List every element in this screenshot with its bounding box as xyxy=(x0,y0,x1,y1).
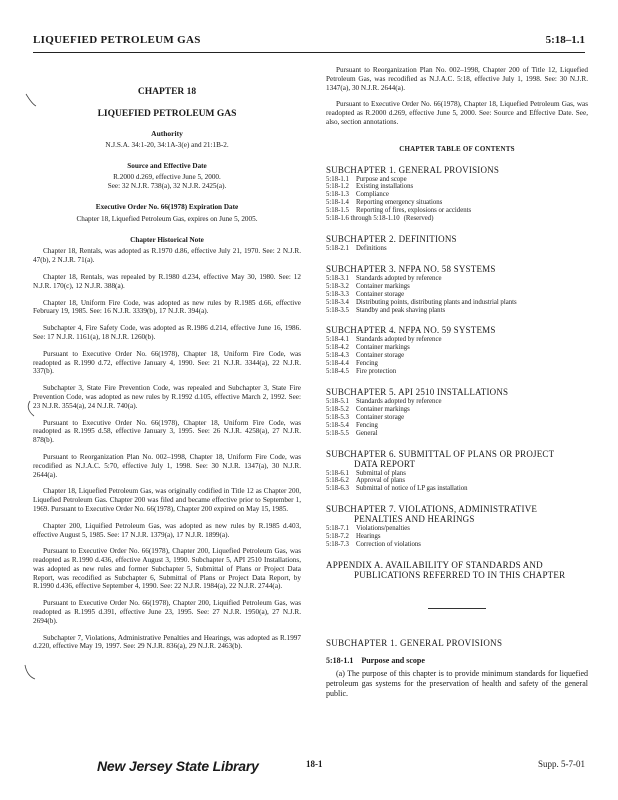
history-paragraph: Pursuant to Executive Order No. 66(1978), Chapter 200, Liquefied Petroleum Gas, was readopted as R.1990 d.436, effective August 3, 1990. Subchapter 5, API 2510 Installations, was adopted as new rules and former Subchapter 5, Submittal of Plans or Project Data Report, was recodified as Subchapter 6, Submittal of Plans or Project Data Report, by R.1990 d.436, effective September 4, 1990. See: 22 N.J.R. 1984(a), 22 N.J.R. 2744(a). xyxy=(33,547,301,591)
toc-entry-title: Submittal of plans xyxy=(356,469,406,477)
toc-entry-number: 5:18-7.1 xyxy=(326,525,349,533)
toc-entry[interactable] xyxy=(326,299,588,307)
source-line: R.2000 d.269, effective June 5, 2000. xyxy=(113,173,221,182)
toc-entry[interactable] xyxy=(326,207,588,215)
toc-entry[interactable] xyxy=(326,422,588,430)
toc-entry[interactable] xyxy=(326,283,588,291)
history-paragraph: Chapter 18, Rentals, was repealed by R.1980 d.234, effective May 30, 1980. See: 12 N.J.R. 170(c), 12 N.J.R. 388(a). xyxy=(33,272,301,290)
toc-entry-title: Standards adopted by reference xyxy=(356,336,442,344)
body-subchapter-heading: SUBCHAPTER 1. GENERAL PROVISIONS xyxy=(326,637,503,648)
toc-entry-title: Container storage xyxy=(356,352,405,360)
toc-entry-number: 5:18-4.4 xyxy=(326,360,349,368)
toc-entry-number: 5:18-3.3 xyxy=(326,290,349,298)
toc-entry-number: 5:18-6.2 xyxy=(326,477,349,485)
toc-entry[interactable] xyxy=(326,398,588,406)
toc-entry[interactable] xyxy=(326,430,588,438)
toc-entry-number: 5:18-4.2 xyxy=(326,344,349,352)
expiration-heading: Executive Order No. 66(1978) Expiration Date xyxy=(95,202,239,211)
header-rule xyxy=(33,52,585,53)
toc-entry-title: Container markings xyxy=(356,405,410,413)
toc-subchapter-heading[interactable] xyxy=(326,234,588,244)
toc-subchapter-title: SUBCHAPTER 7. VIOLATIONS, ADMINISTRATIVE xyxy=(326,504,538,515)
history-paragraph: Pursuant to Executive Order No. 66(1978), Chapter 18, Uniform Fire Code, was readopted as R.1990 d.72, effective January 4, 1990. See: 21 N.J.R. 3344(a), 22 N.J.R. 337(b). xyxy=(33,349,301,376)
left-column xyxy=(33,86,301,651)
appendix-title-cont: PUBLICATIONS REFERRED TO IN THIS CHAPTER xyxy=(354,569,566,580)
history-paragraph: Pursuant to Executive Order No. 66(1978), Chapter 18, Uniform Fire Code, was readopted as R.1995 d.58, effective January 3, 1995. See: 26 N.J.R. 4258(a), 27 N.J.R. 878(b). xyxy=(33,418,301,445)
toc-subchapter-title-cont: PENALTIES AND HEARINGS xyxy=(354,514,475,525)
toc-entry[interactable] xyxy=(326,291,588,299)
history-paragraph: Subchapter 4, Fire Safety Code, was adopted as R.1986 d.214, effective June 16, 1986. See: 17 N.J.R. 1161(a), 18 N.J.R. 1260(b). xyxy=(33,324,301,341)
chapter-title: CHAPTER 18 xyxy=(137,87,197,97)
toc-entry-number: 5:18-7.3 xyxy=(326,541,349,549)
header-chapter-name: LIQUEFIED PETROLEUM GAS xyxy=(33,34,201,46)
toc-entry-title: Container markings xyxy=(356,282,410,290)
toc-entry-number: 5:18-5.1 xyxy=(326,397,349,405)
history-paragraph: Subchapter 7, Violations, Administrative Penalties and Hearings, was adopted as R.1997 d.220, effective May 19, 1997. See: 29 N.J.R. 836(a), 29 N.J.R. 2463(b). xyxy=(33,633,301,651)
toc-subchapter-title: SUBCHAPTER 2. DEFINITIONS xyxy=(326,234,457,245)
toc-entry[interactable] xyxy=(326,406,588,414)
toc-entry-number: 5:18-5.2 xyxy=(326,405,349,413)
running-header xyxy=(33,34,585,50)
toc-subchapter-title: SUBCHAPTER 1. GENERAL PROVISIONS xyxy=(326,164,500,175)
toc-entry-title: Submittal of notice of LP gas installation xyxy=(356,485,468,493)
toc-entry[interactable] xyxy=(326,485,588,493)
toc-entry-title: General xyxy=(356,429,378,437)
toc-entry-number: 5:18-4.1 xyxy=(326,336,349,344)
history-paragraph: Pursuant to Executive Order No. 66(1978), Chapter 18, Liquefied Petroleum Gas, was readopted as R.2000 d.269, effective June 5, 2000. See: Source and Effective Date. See, also, section annotations. xyxy=(326,100,588,126)
history-paragraph: Chapter 18, Rentals, was adopted as R.1970 d.86, effective July 21, 1970. See: 2 N.J.R. 47(b), 2 N.J.R. 71(a). xyxy=(33,247,301,265)
toc-entry-number: 5:18-1.6 through 5:18-1.10 xyxy=(326,215,400,223)
toc-subchapter-title: SUBCHAPTER 3. NFPA NO. 58 SYSTEMS xyxy=(326,263,496,274)
toc-entry-title: Container storage xyxy=(356,413,405,421)
toc-subchapter-title: SUBCHAPTER 6. SUBMITTAL OF PLANS OR PROJECT xyxy=(326,448,555,459)
toc-entry[interactable] xyxy=(326,352,588,360)
table-of-contents xyxy=(326,165,588,549)
right-column xyxy=(326,66,588,699)
toc-entry-number: 5:18-5.4 xyxy=(326,421,349,429)
toc-entry[interactable] xyxy=(326,470,588,478)
appendix-title: APPENDIX A. AVAILABILITY OF STANDARDS AND xyxy=(326,559,543,570)
source-heading: Source and Effective Date xyxy=(127,161,207,170)
toc-entry[interactable] xyxy=(326,477,588,485)
toc-entry-number: 5:18-1.1 xyxy=(326,175,349,183)
toc-entry[interactable] xyxy=(326,368,588,376)
toc-entry-title: Violations/penalties xyxy=(356,525,410,533)
chapter-name: LIQUEFIED PETROLEUM GAS xyxy=(97,109,237,119)
toc-entry-number: 5:18-5.5 xyxy=(326,429,349,437)
toc-entry-title: Correction of violations xyxy=(356,541,421,549)
toc-entry-title: Approval of plans xyxy=(356,477,406,485)
toc-entry[interactable] xyxy=(326,275,588,283)
toc-entry-number: 5:18-4.3 xyxy=(326,352,349,360)
section-divider xyxy=(428,608,486,609)
toc-entry-title: Container storage xyxy=(356,290,405,298)
margin-mark-icon xyxy=(22,664,36,682)
supplement-date: Supp. 5-7-01 xyxy=(538,759,585,769)
authority-text: N.J.S.A. 34:1-20, 34:1A-3(e) and 21:1B-2. xyxy=(105,140,229,149)
toc-subchapter-title: SUBCHAPTER 4. NFPA NO. 59 SYSTEMS xyxy=(326,325,496,336)
toc-entry[interactable] xyxy=(326,344,588,352)
toc-subchapter-heading[interactable] xyxy=(326,325,588,335)
page-number: 18-1 xyxy=(306,759,323,769)
toc-entry[interactable] xyxy=(326,199,588,207)
toc-entry-title: Compliance xyxy=(356,191,389,199)
toc-entry[interactable] xyxy=(326,414,588,422)
toc-entry-title: Container markings xyxy=(356,344,410,352)
toc-entry[interactable] xyxy=(326,215,588,223)
history-paragraph: Chapter 18, Liquefied Petroleum Gas, was originally codified in Title 12 as Chapter 200, Liquefied Petroleum Gas. Chapter 200 was filed and became effective prior to September 1, 1969. Pursuant to Executive Order No. 66(1978), Chapter 200 expired on May 15, 1985. xyxy=(33,487,301,513)
section-title: Purpose and scope xyxy=(361,655,425,665)
toc-entry[interactable] xyxy=(326,533,588,541)
toc-entry-number: 5:18-1.3 xyxy=(326,191,349,199)
toc-entry-title: Fencing xyxy=(356,421,378,429)
toc-entry-title: Fencing xyxy=(356,360,378,368)
toc-entry-title: Purpose and scope xyxy=(356,175,407,183)
toc-entry-title: Distributing points, distributing plants and industrial plants xyxy=(356,298,517,306)
toc-entry-title: Fire protection xyxy=(356,368,397,376)
toc-entry-title: Reporting of fires, explosions or accidents xyxy=(356,207,472,215)
history-paragraph: Chapter 18, Uniform Fire Code, was adopted as new rules by R.1985 d.66, effective February 19, 1985. See: 16 N.J.R. 3339(b), 17 N.J.R. 394(a). xyxy=(33,298,301,316)
toc-entry-title: Reporting emergency situations xyxy=(356,199,443,207)
toc-entry-number: 5:18-3.4 xyxy=(326,298,349,306)
toc-subchapter-heading[interactable] xyxy=(326,387,588,397)
toc-entry[interactable] xyxy=(326,245,588,253)
toc-entry-title: Existing installations xyxy=(356,183,414,191)
appendix-heading xyxy=(326,560,588,580)
history-paragraph: Pursuant to Executive Order No. 66(1978), Chapter 200, Liquified Petroleum Gas, was readopted as R.1995 d.391, effective June 23, 1995. See: 27 N.J.R. 1950(a), 27 N.J.R. 2694(b). xyxy=(33,599,301,625)
toc-entry[interactable] xyxy=(326,183,588,191)
toc-subchapter-heading[interactable] xyxy=(326,264,588,274)
toc-heading: CHAPTER TABLE OF CONTENTS xyxy=(399,144,515,153)
toc-subchapter-title: SUBCHAPTER 5. API 2510 INSTALLATIONS xyxy=(326,386,509,397)
toc-entry-title: Standards adopted by reference xyxy=(356,274,442,282)
toc-entry-number: 5:18-1.2 xyxy=(326,183,349,191)
toc-subchapter-title-cont: DATA REPORT xyxy=(354,458,416,469)
toc-subchapter-heading[interactable] xyxy=(326,504,588,524)
toc-entry-number: 5:18-7.2 xyxy=(326,533,349,541)
toc-entry-number: 5:18-3.5 xyxy=(326,306,349,314)
toc-entry-title: Standby and peak shaving plants xyxy=(356,306,446,314)
authority-heading: Authority xyxy=(151,129,183,138)
library-watermark: New Jersey State Library xyxy=(97,758,259,774)
toc-entry[interactable] xyxy=(326,176,588,184)
toc-entry-title: Hearings xyxy=(356,533,381,541)
history-heading: Chapter Historical Note xyxy=(130,235,204,244)
toc-entry-number: 5:18-1.4 xyxy=(326,199,349,207)
history-paragraph: Pursuant to Reorganization Plan No. 002–1998, Chapter 200 of Title 12, Liquefied Petroleum Gas, was recodified as N.J.A.C. 5:18, effective July 1, 1998. See: 30 N.J.R. 1347(a), 30 N.J.R. 2644(a). xyxy=(326,66,588,92)
toc-entry-number: 5:18-3.1 xyxy=(326,274,349,282)
expiration-text: Chapter 18, Liquefied Petroleum Gas, expires on June 5, 2005. xyxy=(76,214,258,223)
toc-subchapter-heading[interactable] xyxy=(326,449,588,469)
toc-entry[interactable] xyxy=(326,336,588,344)
toc-entry[interactable] xyxy=(326,191,588,199)
toc-entry-number: 5:18-6.1 xyxy=(326,469,349,477)
section-text: (a) The purpose of this chapter is to provide minimum standards for liquefied petroleum gas systems for the preservation of health and safety of the general public. xyxy=(326,668,588,698)
toc-entry-number: 5:18-3.2 xyxy=(326,282,349,290)
toc-entry-number: 5:18-2.1 xyxy=(326,245,349,253)
toc-subchapter-heading[interactable] xyxy=(326,165,588,175)
toc-entry-number: 5:18-1.5 xyxy=(326,207,349,215)
toc-entry-number: 5:18-4.5 xyxy=(326,368,349,376)
source-line: See: 32 N.J.R. 738(a), 32 N.J.R. 2425(a). xyxy=(107,182,227,191)
toc-entry-title: (Reserved) xyxy=(403,215,434,223)
toc-entry-title: Definitions xyxy=(356,245,387,253)
history-paragraph: Subchapter 3, State Fire Prevention Code, was repealed and Subchapter 3, State Fire Prevention Code, was adopted as new rules by R.1992 d.105, effective March 2, 1992. See: 23 N.J.R. 3554(a), 24 N.J.R. 740(a). xyxy=(33,384,301,410)
toc-entry-number: 5:18-6.3 xyxy=(326,485,349,493)
toc-entry[interactable] xyxy=(326,360,588,368)
toc-entry[interactable] xyxy=(326,525,588,533)
history-notes xyxy=(33,247,301,651)
section-heading xyxy=(326,657,588,666)
history-paragraph: Chapter 200, Liquified Petroleum Gas, was adopted as new rules by R.1985 d.403, effective August 5, 1985. See: 17 N.J.R. 1379(a), 17 N.J.R. 1899(a). xyxy=(33,521,301,539)
header-section-number: 5:18–1.1 xyxy=(545,34,585,46)
section-number: 5:18-1.1 xyxy=(326,655,354,665)
toc-entry[interactable] xyxy=(326,541,588,549)
history-paragraph: Pursuant to Reorganization Plan No. 002–1998, Chapter 18, Uniform Fire Code, was recodified as N.J.A.C. 5:70, effective July 1, 1998. See: 30 N.J.R. 1347(a), 30 N.J.R. 2644(a). xyxy=(33,452,301,479)
toc-entry[interactable] xyxy=(326,307,588,315)
toc-entry-title: Standards adopted by reference xyxy=(356,397,442,405)
toc-entry-number: 5:18-5.3 xyxy=(326,413,349,421)
